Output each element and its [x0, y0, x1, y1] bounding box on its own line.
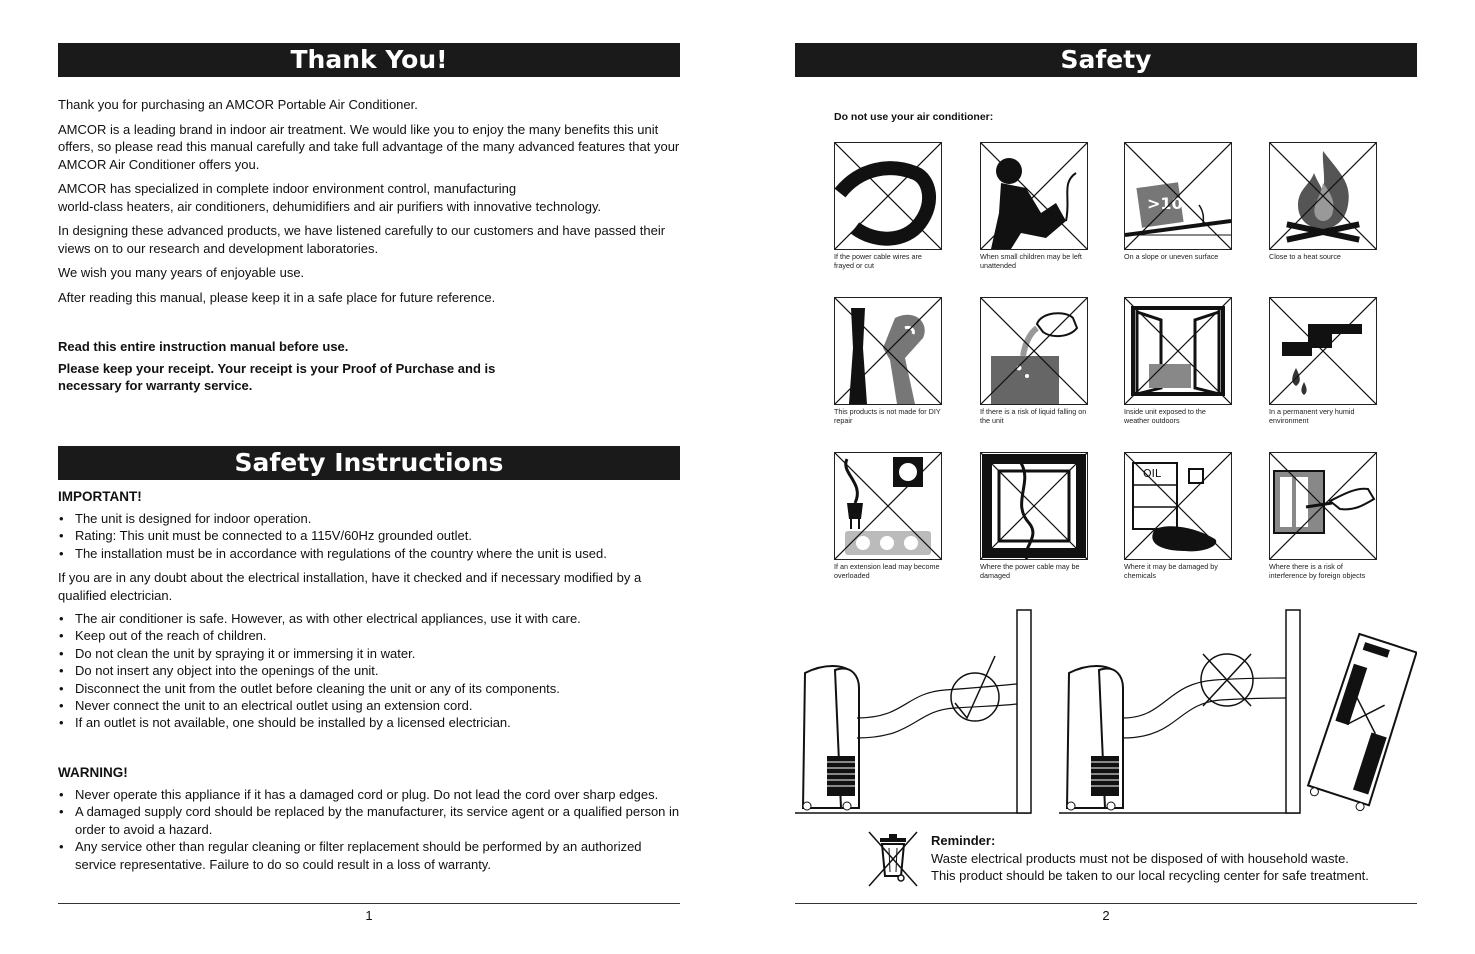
intro-paragraph: After reading this manual, please keep it in a safe place for future reference.	[58, 289, 496, 305]
bold-note: Read this entire instruction manual before use.	[58, 339, 349, 354]
tile-caption: If there is a risk of liquid falling on the unit	[980, 407, 1087, 425]
tile-caption: In a permanent very humid environment	[1269, 407, 1355, 425]
warning-label: WARNING!	[58, 765, 128, 780]
list-item: • Never connect the unit to an electrical outlet using an extension cord.	[58, 697, 680, 714]
do-not-use-heading: Do not use your air conditioner:	[834, 111, 994, 123]
warning-tile	[980, 297, 1088, 425]
tile-caption: Inside unit exposed to the weather outdoors	[1124, 407, 1206, 425]
doubt-paragraph: If you are in any doubt about the electrical installation, have it checked and if necessary modified by a qualified electrician.	[58, 570, 642, 603]
reminder-text	[931, 832, 1369, 885]
general-safety-list	[58, 610, 680, 732]
list-item: • Any service other than regular cleaning or filter replacement should be performed by an authorized service representative. Failure to do so could result in a loss of warranty.	[58, 838, 680, 873]
list-item: • Do not insert any object into the openings of the unit.	[58, 662, 680, 679]
tile-caption: Close to a heat source	[1269, 252, 1341, 261]
safety-instructions-banner: Safety Instructions	[58, 446, 680, 480]
footer-rule	[58, 903, 680, 904]
page-number: 1	[365, 908, 373, 923]
cable-damage-icon	[980, 452, 1088, 560]
tile-caption: Where there is a risk of interference by foreign objects	[1269, 562, 1366, 580]
list-item: • Rating: This unit must be connected to a 115V/60Hz grounded outlet.	[58, 527, 680, 544]
warning-tile	[834, 142, 942, 270]
safety-banner: Safety	[795, 43, 1417, 77]
list-item: • A damaged supply cord should be replaced by the manufacturer, its service agent or a qualified person in order to avoid a hazard.	[58, 803, 680, 838]
page-number: 2	[1102, 908, 1110, 923]
continuation-text: If an outlet is not available, one should be installed by a licensed electrician.	[75, 715, 511, 731]
intro-paragraph: AMCOR has specialized in complete indoor environment control, manufacturing	[58, 181, 517, 196]
reminder-block	[865, 826, 1425, 890]
warning-tile	[980, 142, 1088, 270]
crossed-bin-icon	[865, 828, 921, 888]
fire-icon	[1269, 142, 1377, 250]
intro-paragraph: world-class heaters, air conditioners, dehumidifiers and air purifiers with innovative technology.	[58, 198, 602, 214]
page-1	[58, 0, 680, 954]
foreign-objects-icon	[1269, 452, 1377, 560]
thank-you-banner: Thank You!	[58, 43, 680, 77]
intro-section	[58, 96, 680, 313]
child-icon	[980, 142, 1088, 250]
footer-rule	[795, 903, 1417, 904]
warning-list	[58, 786, 680, 873]
reminder-line: This product should be taken to our local recycling center for safe treatment.	[931, 868, 1369, 883]
list-item: • Never operate this appliance if it has a damaged cord or plug. Do not lead the cord over sharp edges.	[58, 786, 680, 803]
installation-illustration	[795, 608, 1417, 818]
bold-notes	[58, 338, 558, 402]
warning-tile	[1269, 452, 1377, 580]
tile-caption: Where the power cable may be damaged	[980, 562, 1080, 580]
oil-label-text: OIL	[1143, 467, 1162, 480]
list-item: • The air conditioner is safe. However, as with other electrical appliances, use it with care.	[58, 610, 680, 627]
faucet-icon	[1269, 297, 1377, 405]
tile-caption: If the power cable wires are frayed or cut	[834, 252, 922, 270]
window-icon	[1124, 297, 1232, 405]
chemicals-icon	[1124, 452, 1232, 560]
intro-paragraph: We wish you many years of enjoyable use.	[58, 265, 305, 280]
tile-caption: If an extension lead may become overloaded	[834, 562, 940, 580]
list-item: • The unit is designed for indoor operation.	[58, 510, 680, 527]
reminder-title: Reminder:	[931, 833, 996, 848]
warning-tile	[980, 452, 1088, 580]
tile-caption: Where it may be damaged by chemicals	[1124, 562, 1218, 580]
bold-note: Please keep your receipt. Your receipt is your Proof of Purchase and is necessary for warranty service.	[58, 360, 496, 393]
slope-degree-text: >10	[1147, 194, 1183, 213]
warning-tile	[834, 452, 942, 580]
tools-icon	[834, 297, 942, 405]
tile-caption: When small children may be left unattended	[980, 252, 1082, 270]
tile-caption: On a slope or uneven surface	[1124, 252, 1219, 261]
warning-tile	[1269, 142, 1377, 261]
frayed-cable-icon	[834, 142, 942, 250]
list-item-continuation	[58, 714, 680, 731]
warning-tile	[1124, 297, 1232, 425]
list-item: • Do not clean the unit by spraying it or immersing it in water.	[58, 645, 680, 662]
slope-icon	[1124, 142, 1232, 250]
important-label: IMPORTANT!	[58, 489, 142, 504]
list-item: • Keep out of the reach of children.	[58, 627, 680, 644]
important-list	[58, 510, 680, 562]
extension-lead-icon	[834, 452, 942, 560]
page-2	[795, 0, 1417, 954]
warning-tile	[1124, 142, 1232, 261]
list-item: • The installation must be in accordance with regulations of the country where the unit is used.	[58, 545, 680, 562]
intro-paragraph: AMCOR is a leading brand in indoor air treatment. We would like you to enjoy the many benefits this unit offers, so please read this manual carefully and take full advantage of the many advanced features that your AMCOR Air Conditioner offers you.	[58, 121, 680, 172]
intro-paragraph: In designing these advanced products, we have listened carefully to our customers and have passed their views on to our research and development laboratories.	[58, 223, 666, 256]
reminder-line: Waste electrical products must not be disposed of with household waste.	[931, 850, 1349, 866]
intro-paragraph: Thank you for purchasing an AMCOR Portable Air Conditioner.	[58, 97, 418, 112]
liquid-icon	[980, 297, 1088, 405]
warning-tile	[1269, 297, 1377, 425]
tile-caption: This products is not made for DIY repair	[834, 407, 941, 425]
warning-tile	[1124, 452, 1232, 580]
list-item: • Disconnect the unit from the outlet before cleaning the unit or any of its components.	[58, 680, 680, 697]
warning-tile	[834, 297, 942, 425]
